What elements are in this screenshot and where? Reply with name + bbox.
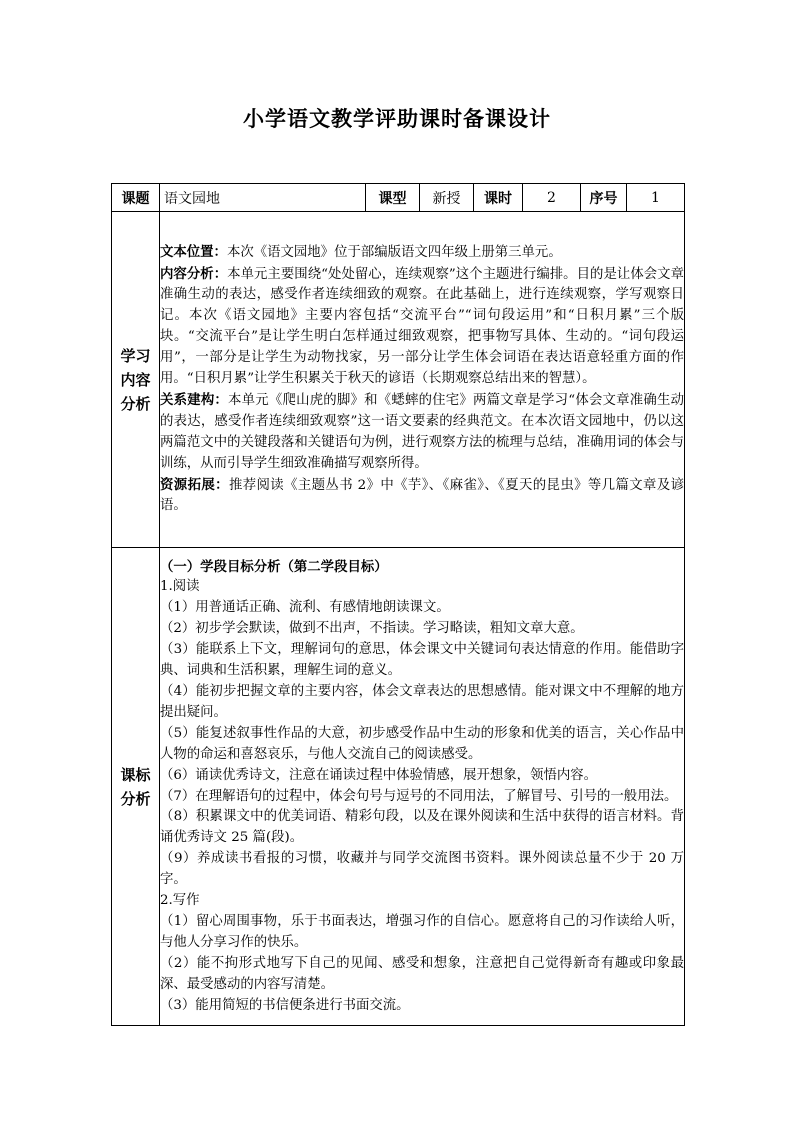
page-title: 小学语文教学评助课时备课设计 [243, 106, 551, 131]
period-label: 课时 [474, 184, 523, 212]
writing-item: （2）能不拘形式地写下自己的见闻、感受和想象，注意把自己觉得新奇有趣或印象最深、最受感动的内容写清楚。 [160, 955, 684, 992]
topic-label: 课题 [112, 184, 160, 212]
text-position-paragraph: 文本位置：本次《语文园地》位于部编版语文四年级上册第三单元。 [160, 243, 562, 260]
standard-analysis-label: 课标分析 [112, 548, 160, 1026]
reading-item: （5）能复述叙事性作品的大意，初步感受作品中生动的形象和优美的语言，关心作品中人物的命运和喜怒哀乐，与他人交流自己的阅读感受。 [160, 725, 684, 762]
stage-goal-heading: （一）学段目标分析（第二学段目标） [160, 558, 388, 575]
content-analysis-label: 学习内容分析 [112, 212, 160, 548]
content-analysis-cell [160, 212, 685, 548]
content-analysis-row [112, 212, 685, 548]
header-row [112, 184, 685, 212]
reading-item: （3）能联系上下文，理解词句的意思，体会课文中关键词句表达情意的作用。能借助字典、词典和生活积累，理解生词的意义。 [160, 642, 684, 679]
relation-paragraph: 关系建构：本单元《爬山虎的脚》和《蟋蟀的住宅》两篇文章是学习“体会文章准确生动的表达，感受作者连续细致观察”这一语文要素的经典范文。在本次语文园地中，仍以这两篇范文中的关键段落和关键语句为例，进行观察方法的梳理与总结，准确用词的体会与训练，从而引导学生细致准确描写观察所得。 [160, 391, 684, 471]
writing-title: 2.写作 [160, 893, 200, 909]
standard-analysis-row [112, 548, 685, 1026]
type-label: 课型 [366, 184, 420, 212]
writing-item: （1）留心周围事物，乐于书面表达，增强习作的自信心。愿意将自己的习作读给人听，与他人分享习作的快乐。 [160, 913, 684, 950]
reading-title: 1.阅读 [160, 579, 200, 595]
reading-item: （2）初步学会默读，做到不出声，不指读。学习略读，粗知文章大意。 [160, 621, 584, 637]
reading-item: （9）养成读书看报的习惯，收藏并与同学交流图书资料。课外阅读总量不少于 20 万字。 [160, 851, 684, 888]
order-value: 1 [627, 184, 685, 212]
writing-item: （3）能用简短的书信便条进行书面交流。 [160, 997, 410, 1013]
reading-item: （8）积累课文中的优美词语、精彩句段，以及在课外阅读和生活中获得的语言材料。背诵优秀诗文 25 篇(段)。 [160, 809, 684, 846]
period-value: 2 [523, 184, 581, 212]
order-label: 序号 [581, 184, 627, 212]
lesson-plan-table [111, 183, 685, 1026]
type-value: 新授 [420, 184, 474, 212]
reading-item: （4）能初步把握文章的主要内容，体会文章表达的思想感情。能对课文中不理解的地方提出疑问。 [160, 683, 684, 720]
reading-item: （1）用普通话正确、流利、有感情地朗读课文。 [160, 600, 450, 616]
reading-item: （7）在理解语句的过程中，体会句号与逗号的不同用法，了解冒号、引号的一般用法。 [160, 788, 678, 804]
reading-item: （6）诵读优秀诗文，注意在诵读过程中体验情感，展开想象，领悟内容。 [160, 767, 598, 783]
topic-value: 语文园地 [160, 184, 366, 212]
content-analysis-paragraph: 内容分析：本单元主要围绕“处处留心，连续观察”这个主题进行编排。目的是让体会文章准确生动的表达，感受作者连续细致的观察。在此基础上，进行连续观察，学写观察日记。本次《语文园地》主要内容包括“交流平台”“词句段运用”和“日积月累”三个版块。“交流平台”是让学生明白怎样通过细致观察，把事物写具体、生动的。“词句段运用”，一部分是让学生为动物找家，另一部分让学生体会词语在表达语意轻重方面的作用。“日积月累”让学生积累关于秋天的谚语（长期观察总结出来的智慧）。 [160, 265, 684, 387]
resource-paragraph: 资源拓展：推荐阅读《主题丛书 2》中《芋》、《麻雀》、《夏天的昆虫》等几篇文章及谚语。 [160, 476, 685, 514]
standard-analysis-cell [160, 548, 685, 1026]
